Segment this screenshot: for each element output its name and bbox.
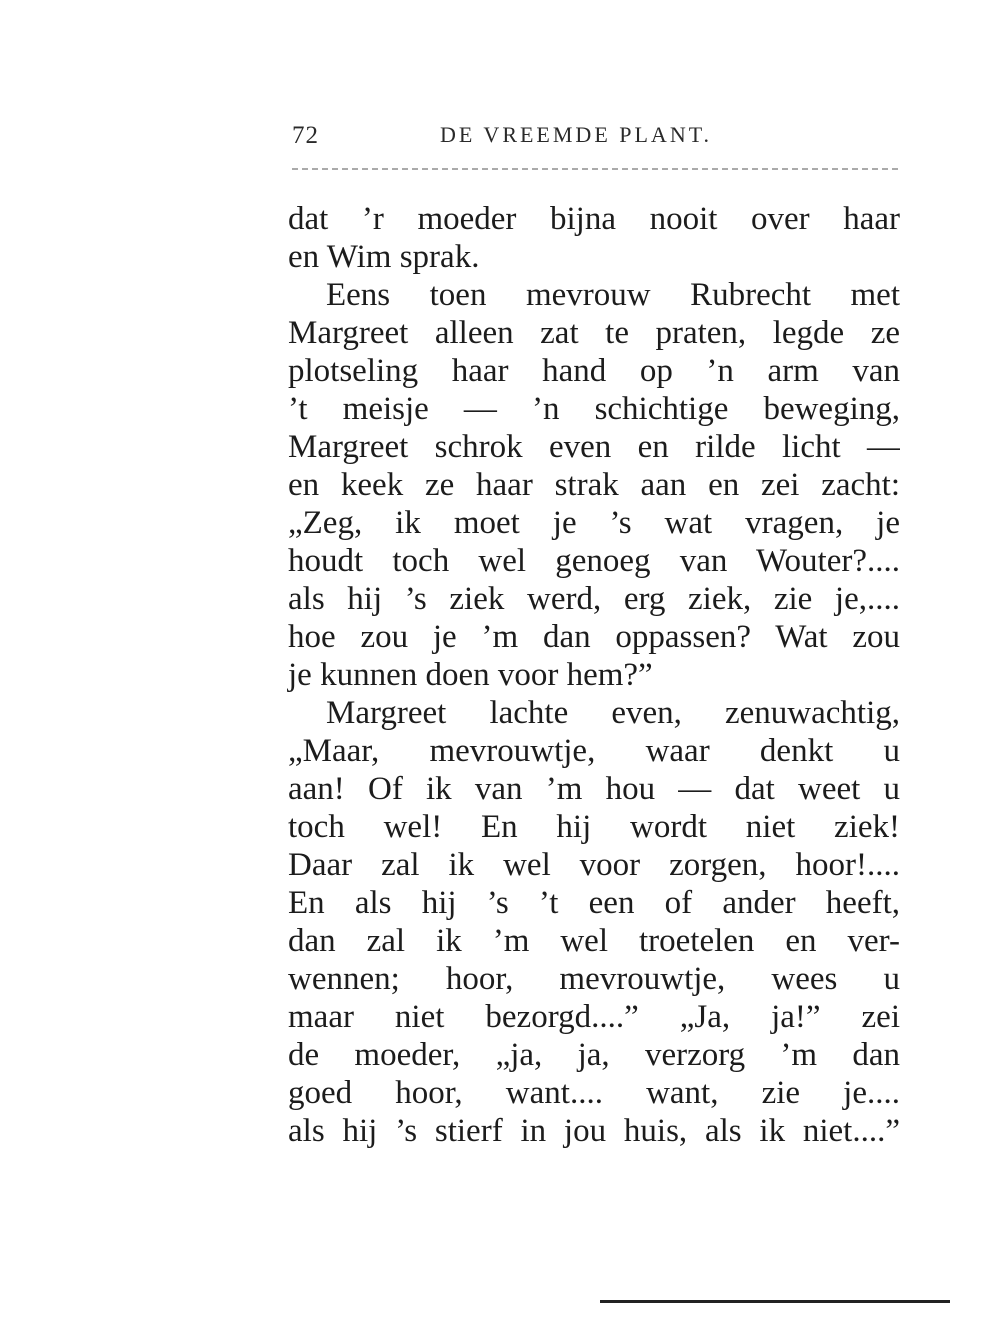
text-line: Daar zal ik wel voor zorgen, hoor!.... bbox=[288, 847, 900, 883]
text-line: „Maar, mevrouwtje, waar denkt u bbox=[288, 733, 900, 769]
text-line: en Wim sprak. bbox=[288, 239, 480, 275]
text-line: goed hoor, want.... want, zie je.... bbox=[288, 1075, 900, 1111]
text-line: hoe zou je ’m dan oppassen? Wat zou bbox=[288, 619, 900, 655]
text-line: wennen; hoor, mevrouwtje, wees u bbox=[288, 961, 900, 997]
text-line: als hij ’s stierf in jou huis, als ik niet....” bbox=[288, 1113, 900, 1149]
body-text bbox=[288, 200, 900, 1150]
text-line: Eens toen mevrouw Rubrecht met bbox=[326, 277, 900, 313]
footer-rule bbox=[600, 1300, 950, 1303]
text-line: Margreet alleen zat te praten, legde ze bbox=[288, 315, 900, 351]
text-line: plotseling haar hand op ’n arm van bbox=[288, 353, 900, 389]
text-line: je kunnen doen voor hem?” bbox=[288, 657, 653, 693]
text-line: toch wel! En hij wordt niet ziek! bbox=[288, 809, 900, 845]
header-rule bbox=[292, 168, 898, 170]
text-line: „Zeg, ik moet je ’s wat vragen, je bbox=[288, 505, 900, 541]
text-line: houdt toch wel genoeg van Wouter?.... bbox=[288, 543, 900, 579]
text-line: Margreet schrok even en rilde licht — bbox=[288, 429, 900, 465]
text-line: ’t meisje — ’n schichtige beweging, bbox=[288, 391, 900, 427]
text-line: dan zal ik ’m wel troetelen en ver- bbox=[288, 923, 900, 959]
running-head bbox=[292, 122, 752, 158]
running-title: DE VREEMDE PLANT. bbox=[440, 122, 713, 147]
text-line: Margreet lachte even, zenuwachtig, bbox=[326, 695, 900, 731]
text-line: En als hij ’s ’t een of ander heeft, bbox=[288, 885, 900, 921]
text-line: maar niet bezorgd....” „Ja, ja!” zei bbox=[288, 999, 900, 1035]
text-line: aan! Of ik van ’m hou — dat weet u bbox=[288, 771, 900, 807]
text-line: als hij ’s ziek werd, erg ziek, zie je,.... bbox=[288, 581, 900, 617]
page-number: 72 bbox=[292, 122, 319, 149]
text-line: dat ’r moeder bijna nooit over haar bbox=[288, 201, 900, 237]
text-line: en keek ze haar strak aan en zei zacht: bbox=[288, 467, 900, 503]
text-line: de moeder, „ja, ja, verzorg ’m dan bbox=[288, 1037, 900, 1073]
